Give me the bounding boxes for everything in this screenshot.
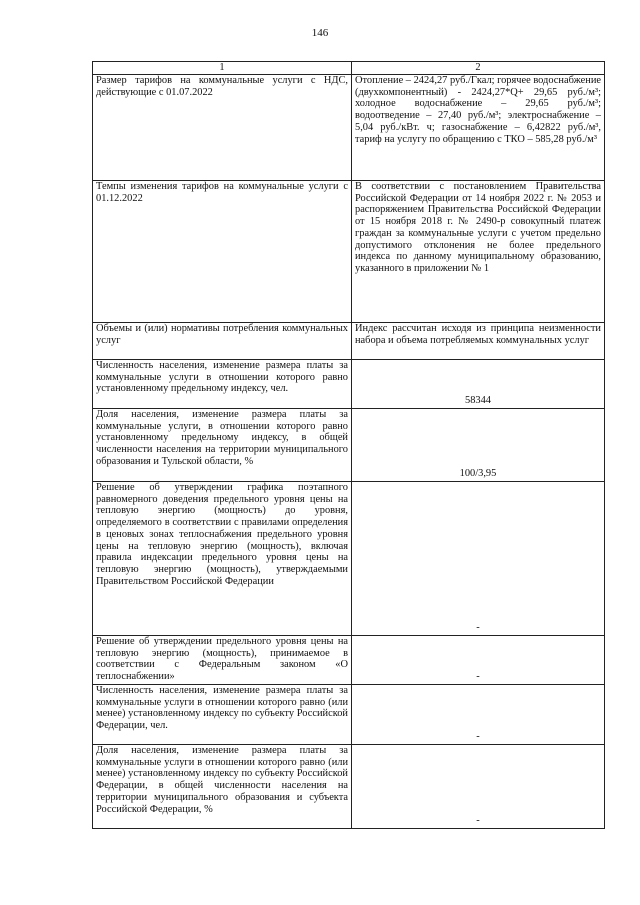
column-header-2: 2	[352, 62, 605, 75]
table-row	[93, 482, 605, 636]
table-row	[93, 181, 605, 323]
table-row	[93, 75, 605, 181]
row-label-subject-population-share: Доля населения, изменение размера платы за коммунальные услуги в отношении которого равно (или менее) установленному индексу по субъекту Российской Федерации, в общей численности населения на территории муниципального образования и субъекта Российской Федерации, %	[93, 745, 352, 829]
row-label-subject-population-count: Численность населения, изменение размера платы за коммунальные услуги в отношении которого равно (или менее) установленному индексу по субъекту Российской Федерации, чел.	[93, 685, 352, 745]
table-row	[93, 360, 605, 409]
table-row	[93, 409, 605, 482]
page-number: 146	[311, 27, 329, 39]
table-row	[93, 323, 605, 360]
row-value-heat-price-schedule: -	[352, 482, 605, 636]
table-header-row	[93, 62, 605, 75]
row-value-consumption: Индекс рассчитан исходя из принципа неизменности набора и объема потребляемых коммунальных услуг	[352, 323, 605, 360]
table-row	[93, 745, 605, 829]
row-label-heat-price-limit: Решение об утверждении предельного уровня цены на тепловую энергию (мощность), принимаемое в соответствии с Федеральным законом «О теплоснабжении»	[93, 636, 352, 685]
row-value-tariff-size: Отопление – 2424,27 руб./Гкал; горячее водоснабжение (двухкомпонентный) - 2424,27*Q+ 29,65 руб./м³; холодное водоснабжение – 29,65 руб./м³; водоотведение – 27,40 руб./м³; электроснабжение – 5,04 руб./кВт. ч; газоснабжение – 6,42822 руб./м³, тариф на услугу по обращению с ТКО – 585,28 руб./м³	[352, 75, 605, 181]
row-value-subject-population-share: -	[352, 745, 605, 829]
row-label-consumption: Объемы и (или) нормативы потребления коммунальных услуг	[93, 323, 352, 360]
row-label-population-count: Численность населения, изменение размера платы за коммунальные услуги в отношении которого равно установленному предельному индексу, чел.	[93, 360, 352, 409]
row-value-population-count: 58344	[352, 360, 605, 409]
row-value-heat-price-limit: -	[352, 636, 605, 685]
row-value-population-share: 100/3,95	[352, 409, 605, 482]
tariff-table	[92, 61, 605, 829]
row-value-tariff-rate: В соответствии с постановлением Правительства Российской Федерации от 14 ноября 2022 г. № 2053 и распоряжением Правительства Российской Федерации от 15 ноября 2018 г. № 2490-р совокупный платеж граждан за коммунальные услуги с учетом предельно допустимого отклонения не более предельного индекса по данному муниципальному образованию, указанного в приложении № 1	[352, 181, 605, 323]
row-label-heat-price-schedule: Решение об утверждении графика поэтапного равномерного доведения предельного уровня цены на тепловую энергию (мощность) до уровня, определяемого в соответствии с правилами определения в ценовых зонах теплоснабжения предельного уровня цены на тепловую энергию (мощность), включая правила индексации предельного уровня цены на тепловую энергию (мощность), утверждаемыми Правительством Российской Федерации	[93, 482, 352, 636]
table-row	[93, 636, 605, 685]
table-row	[93, 685, 605, 745]
row-label-tariff-size: Размер тарифов на коммунальные услуги с НДС, действующие с 01.07.2022	[93, 75, 352, 181]
column-header-1: 1	[93, 62, 352, 75]
row-value-subject-population-count: -	[352, 685, 605, 745]
row-label-population-share: Доля населения, изменение размера платы за коммунальные услуги, в отношении которого равно установленному предельному индексу, в общей численности населения на территории муниципального образования и Тульской области, %	[93, 409, 352, 482]
row-label-tariff-rate: Темпы изменения тарифов на коммунальные услуги с 01.12.2022	[93, 181, 352, 323]
